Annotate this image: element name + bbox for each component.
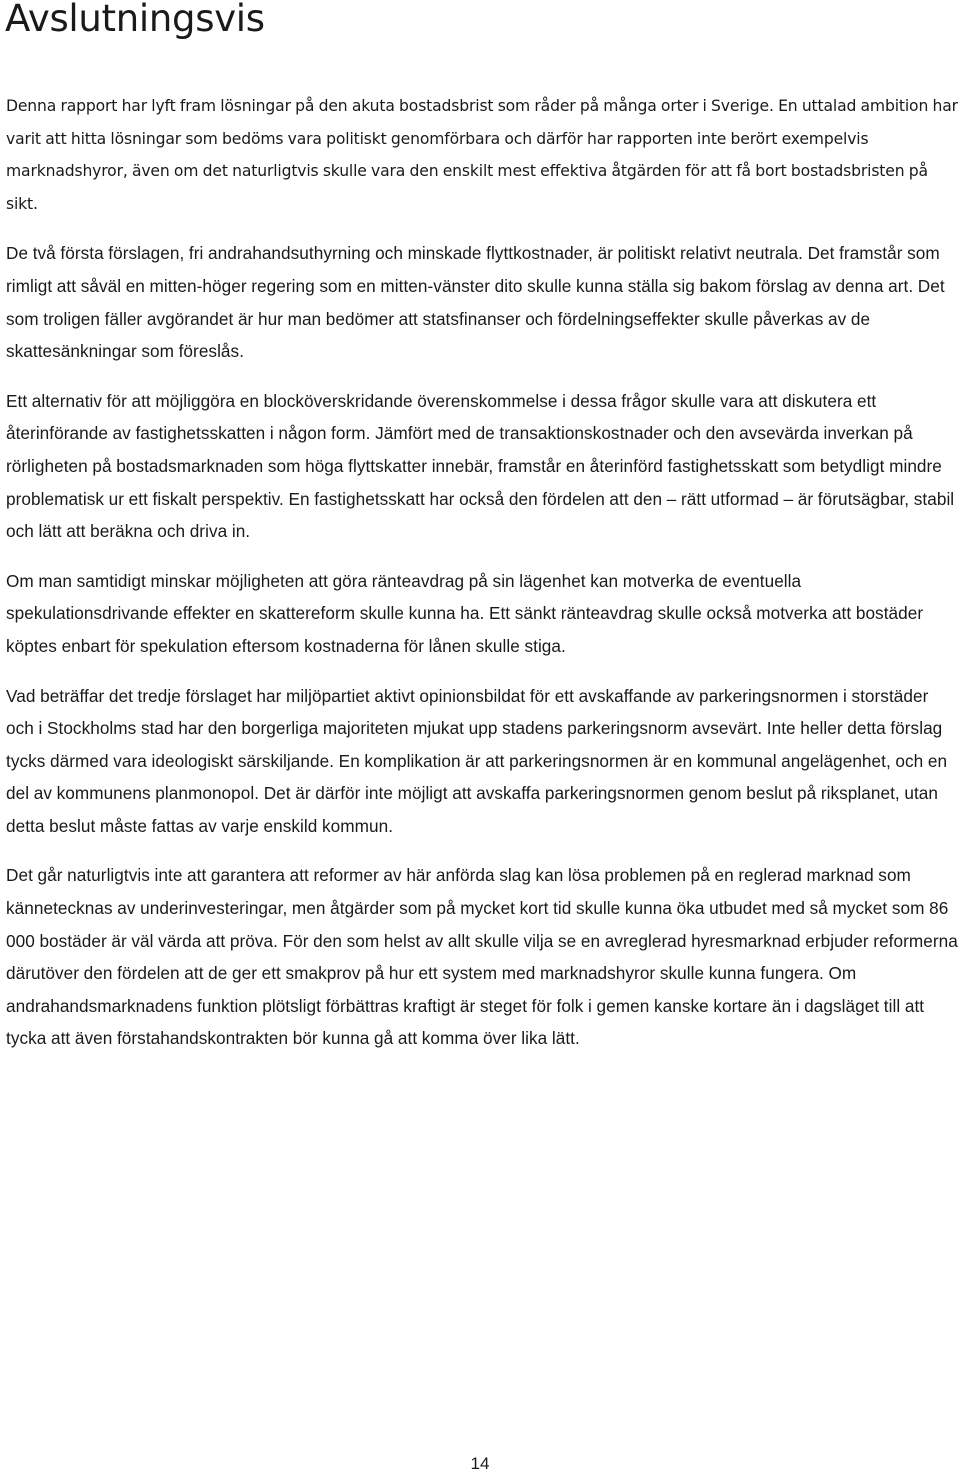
- paragraph-conclusion: Det går naturligtvis inte att garantera att reformer av här anförda slag kan lösa problemen på en reglerad marknad som kännetecknas av underinvesteringar, men åtgärder som på mycket kort tid skulle kunna öka utbudet med så mycket som 86 000 bostäder är väl värda att pröva. För den som helst av allt skulle vilja se en avreglerad hyresmarknad erbjuder reformerna därutöver den fördelen att de ger ett smakprov på hur ett system med marknadshyror skulle kunna fungera. Om andrahandsmarknadens funktion plötsligt förbättras kraftigt är steget för folk i gemen kanske kortare än i dagsläget till att tycka att även förstahandskontrakten bör kunna gå att komma över lika lätt.: [6, 865, 958, 1049]
- paragraph-parking-norm: Vad beträffar det tredje förslaget har miljöpartiet aktivt opinionsbildat för ett avskaffande av parkeringsnormen i storstäder och i Stockholms stad har den borgerliga majoriteten mjukat upp stadens parkeringsnorm avsevärt. Inte heller detta förslag tycks därmed vara ideologiskt särskiljande. En komplikation är att parkeringsnormen är en kommunal angelägenhet, och en del av kommunens planmonopol. Det är därför inte möjligt att avskaffa parkeringsnormen genom beslut på riksplanet, utan detta beslut måste fattas av varje enskild kommun.: [6, 685, 948, 836]
- paragraph-intro: Denna rapport har lyft fram lösningar på den akuta bostadsbrist som råder på många orter i Sverige. En uttalad ambition har varit att hitta lösningar som bedöms vara politiskt genomförbara och därför har rapporten inte berört exempelvis marknadshyror, även om det naturligtvis skulle vara den enskilt mest effektiva åtgärden för att få bort bostadsbristen på sikt.: [6, 97, 958, 213]
- paragraph-interest-deduction: Om man samtidigt minskar möjligheten att göra ränteavdrag på sin lägenhet kan motverka de eventuella spekulationsdrivande effekter en skattereform skulle kunna ha. Ett sänkt ränteavdrag skulle också motverka att bostäder köptes enbart för spekulation eftersom kostnaderna för lånen skulle stiga.: [6, 570, 924, 656]
- page-title: Avslutningsvis: [5, 0, 265, 40]
- paragraph-proposals: De två första förslagen, fri andrahandsuthyrning och minskade flyttkostnader, är politiskt relativt neutrala. Det framstår som rimligt att såväl en mitten-höger regering som en mitten-vänster dito skulle kunna ställa sig bakom förslag av denna art. Det som troligen fäller avgörandet är hur man bedömer att statsfinanser och fördelningseffekter skulle påverkas av de skattesänkningar som föreslås.: [6, 243, 945, 362]
- page-number: 14: [470, 1454, 490, 1473]
- body-text: [6, 90, 958, 1072]
- paragraph-property-tax: Ett alternativ för att möjliggöra en blocköverskridande överenskommelse i dessa frågor skulle vara att diskutera ett återinförande av fastighetsskatten i någon form. Jämfört med de transaktionskostnader och den avsevärda inverkan på rörligheten på bostadsmarknaden som höga flyttskatter innebär, framstår en återinförd fastighetsskatt som betydligt mindre problematisk ur ett fiskalt perspektiv. En fastighetsskatt har också den fördelen att den – rätt utformad – är förutsägbar, stabil och lätt att beräkna och driva in.: [6, 390, 955, 542]
